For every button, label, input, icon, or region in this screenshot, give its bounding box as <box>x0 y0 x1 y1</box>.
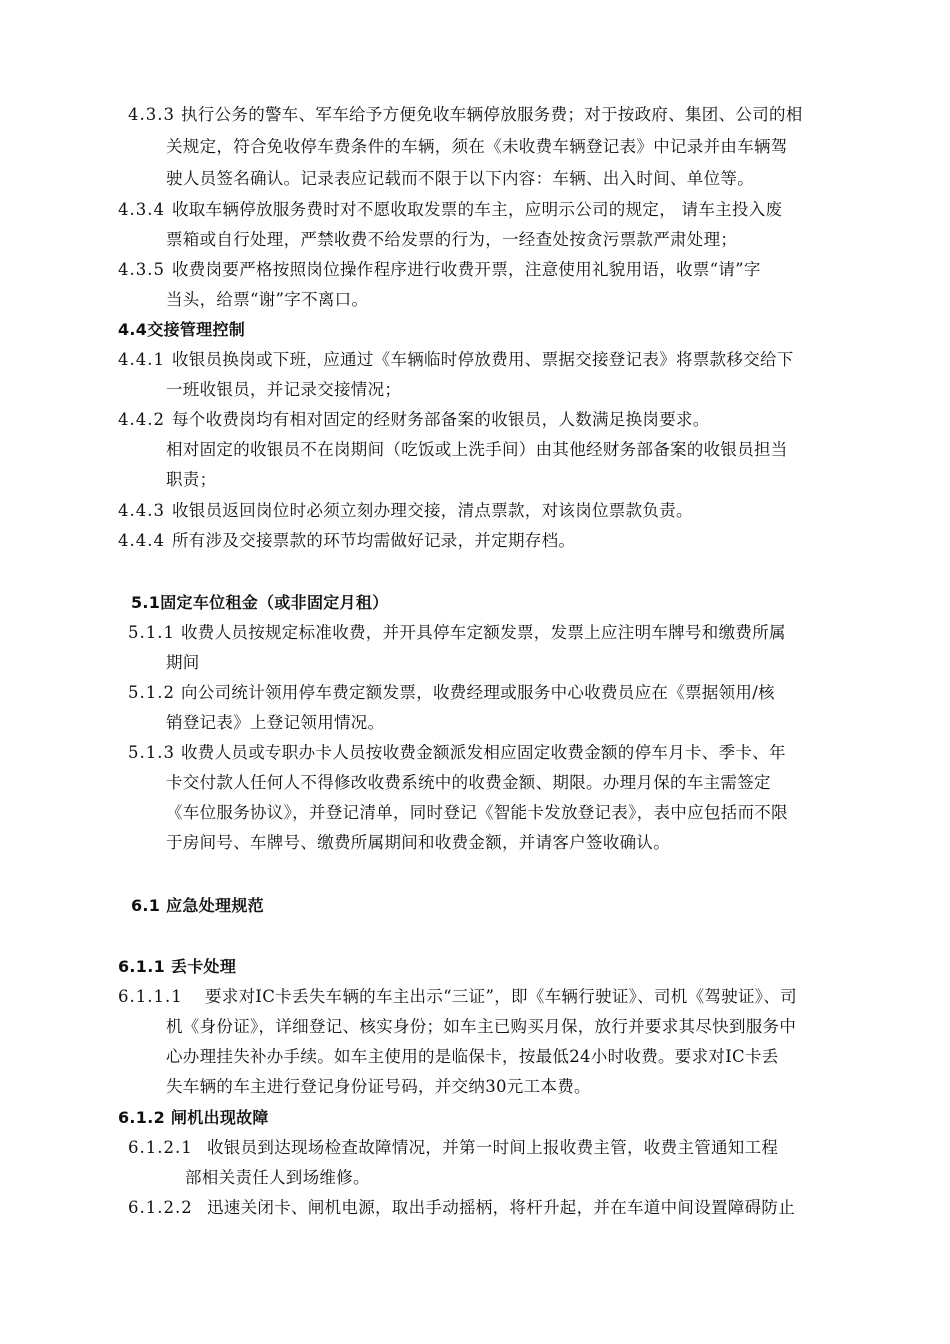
clause-number: 4.3.4 <box>118 200 165 219</box>
clause-text: 收费人员按规定标准收费，并开具停车定额发票，发票上应注明车牌号和缴费所属 <box>181 623 786 642</box>
clause-number: 4.4.2 <box>118 410 165 429</box>
clause-text: 迅速关闭卡、闸机电源，取出手动摇柄，将杆升起，并在车道中间设置障碍防止 <box>207 1198 795 1217</box>
clause-text: 收取车辆停放服务费时对不愿收取发票的车主，应明示公司的规定， 请车主投入废 <box>172 200 783 219</box>
clause-text: 卡交付款人任何人不得修改收费系统中的收费金额、期限。办理月保的车主需签定 <box>166 773 771 792</box>
clause-text: 每个收费岗均有相对固定的经财务部备案的收银员，人数满足换岗要求。 <box>172 410 710 429</box>
clause-number: 4.4.3 <box>118 501 165 520</box>
clause-text: 期间 <box>166 653 200 672</box>
clause-text: 关规定，符合免收停车费条件的车辆，须在《未收费车辆登记表》中记录并由车辆驾 <box>166 137 788 156</box>
section-heading-4-4: 4.4交接管理控制 <box>118 320 246 339</box>
clause-text: 销登记表》上登记领用情况。 <box>166 713 385 732</box>
clause-text: 于房间号、车牌号、缴费所属期间和收费金额，并请客户签收确认。 <box>166 833 670 852</box>
clause-text: 部相关责任人到场维修。 <box>185 1168 370 1187</box>
clause-text: 《车位服务协议》，并登记清单，同时登记《智能卡发放登记表》，表中应包括而不限 <box>166 803 788 822</box>
clause-text: 所有涉及交接票款的环节均需做好记录，并定期存档。 <box>172 531 576 550</box>
clause-number: 4.3.3 <box>128 105 175 124</box>
clause-number: 5.1.1 <box>128 623 175 642</box>
clause-text: 收银员换岗或下班，应通过《车辆临时停放费用、票据交接登记表》将票款移交给下 <box>172 350 794 369</box>
clause-text: 心办理挂失补办手续。如车主使用的是临保卡，按最低24小时收费。要求对IC卡丢 <box>166 1047 779 1066</box>
clause-number: 5.1.3 <box>128 743 175 762</box>
subsection-heading-6-1-2: 6.1.2 闸机出现故障 <box>118 1108 269 1127</box>
clause-number: 5.1.2 <box>128 683 175 702</box>
clause-text: 相对固定的收银员不在岗期间（吃饭或上洗手间）由其他经财务部备案的收银员担当 <box>166 440 788 459</box>
clause-text: 收费岗要严格按照岗位操作程序进行收费开票，注意使用礼貌用语，收票“请”字 <box>172 260 761 279</box>
section-heading-6-1: 6.1 应急处理规范 <box>131 896 264 915</box>
clause-text: 职责； <box>166 470 217 489</box>
clause-text: 票箱或自行处理，严禁收费不给发票的行为，一经查处按贪污票款严肃处理； <box>166 230 738 249</box>
clause-text: 失车辆的车主进行登记身份证号码，并交纳30元工本费。 <box>166 1077 591 1096</box>
clause-number: 6.1.2.2 <box>128 1198 193 1217</box>
clause-number: 4.4.4 <box>118 531 165 550</box>
clause-text: 收费人员或专职办卡人员按收费金额派发相应固定收费金额的停车月卡、季卡、年 <box>181 743 786 762</box>
clause-text: 驶人员签名确认。记录表应记载而不限于以下内容：车辆、出入时间、单位等。 <box>166 169 754 188</box>
subsection-heading-6-1-1: 6.1.1 丢卡处理 <box>118 957 237 976</box>
clause-number: 4.3.5 <box>118 260 165 279</box>
clause-number: 4.4.1 <box>118 350 165 369</box>
clause-text: 向公司统计领用停车费定额发票，收费经理或服务中心收费员应在《票据领用/核 <box>181 683 775 702</box>
clause-text: 机《身份证》，详细登记、核实身份；如车主已购买月保，放行并要求其尽快到服务中 <box>166 1017 797 1036</box>
clause-number: 6.1.2.1 <box>128 1138 193 1157</box>
clause-number: 6.1.1.1 <box>118 987 183 1006</box>
clause-text: 执行公务的警车、军车给予方便免收车辆停放服务费；对于按政府、集团、公司的相 <box>181 105 803 124</box>
clause-text: 要求对IC卡丢失车辆的车主出示“三证”，即《车辆行驶证》、司机《驾驶证》、司 <box>205 987 797 1006</box>
section-heading-5-1: 5.1固定车位租金（或非固定月租） <box>131 593 389 612</box>
clause-text: 当头，给票“谢”字不离口。 <box>166 290 369 309</box>
clause-text: 收银员到达现场检查故障情况，并第一时间上报收费主管，收费主管通知工程 <box>207 1138 779 1157</box>
clause-text: 一班收银员，并记录交接情况； <box>166 380 402 399</box>
clause-text: 收银员返回岗位时必须立刻办理交接，清点票款，对该岗位票款负责。 <box>172 501 693 520</box>
